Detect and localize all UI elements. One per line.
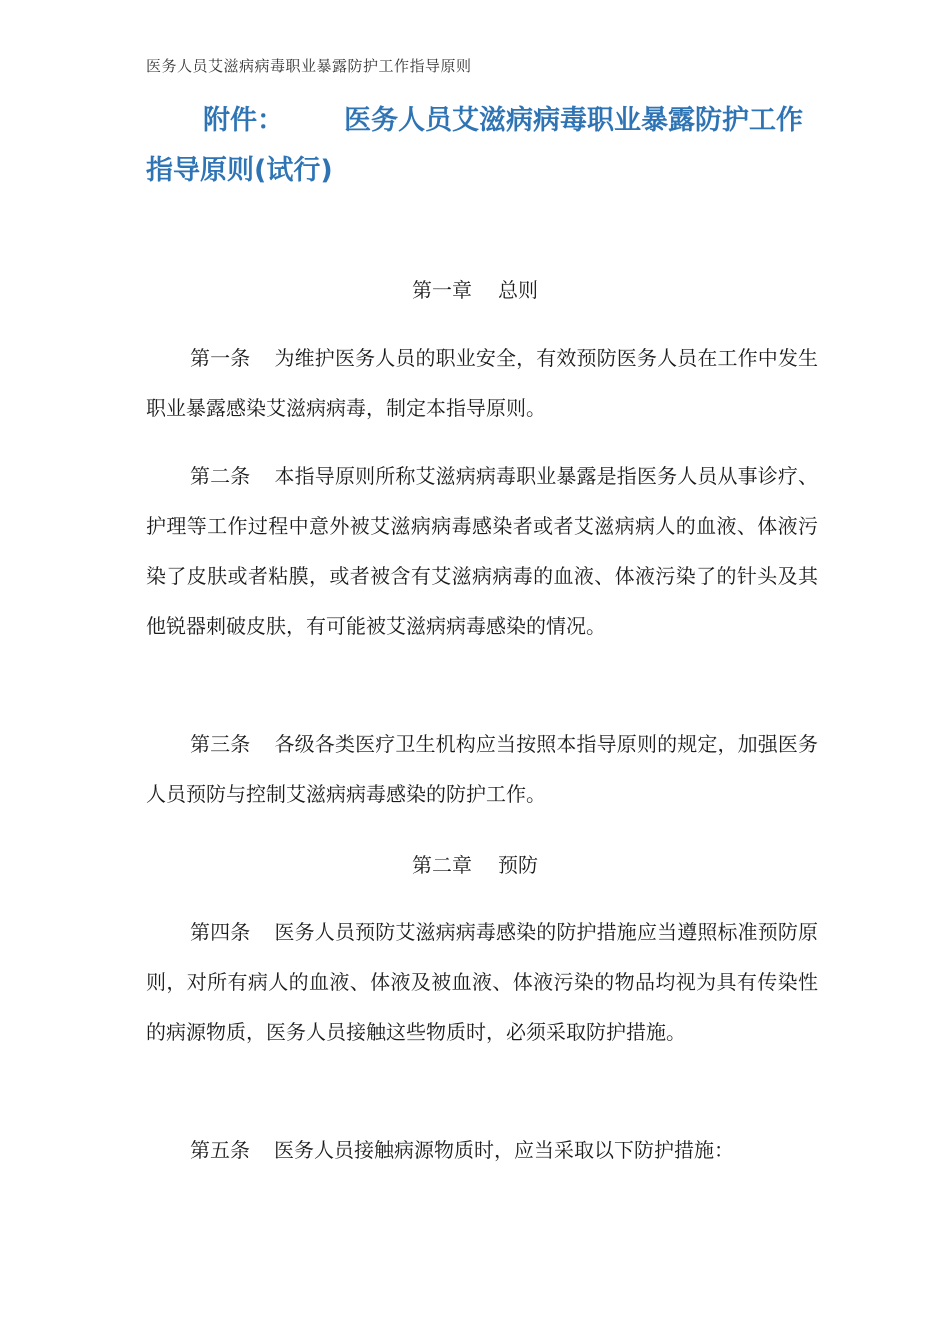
article-number: 第一条: [190, 346, 251, 370]
chapter-name: 总则: [498, 278, 538, 302]
article-text: 为维护医务人员的职业安全，有效预防医务人员在工作中发生职业暴露感染艾滋病病毒，制定本指导原则。: [146, 346, 819, 420]
running-header: 医务人员艾滋病病毒职业暴露防护工作指导原则: [146, 57, 472, 75]
chapter-heading: [0, 274, 950, 303]
article-paragraph: [146, 1125, 818, 1175]
article-number: 第二条: [190, 464, 251, 488]
article-paragraph: [146, 719, 818, 819]
article-number: 第四条: [190, 920, 251, 944]
article-paragraph: [146, 907, 818, 1057]
title-text: 医务人员艾滋病病毒职业暴露防护工作指导原则(试行): [146, 105, 803, 186]
article-paragraph: [146, 451, 818, 651]
article-text: 医务人员接触病源物质时，应当采取以下防护措施：: [274, 1138, 734, 1162]
document-title: [146, 96, 806, 196]
title-prefix: 附件：: [203, 105, 284, 136]
article-number: 第三条: [190, 732, 251, 756]
article-text: 医务人员预防艾滋病病毒感染的防护措施应当遵照标准预防原则，对所有病人的血液、体液及被血液、体液污染的物品均视为具有传染性的病源物质，医务人员接触这些物质时，必须采取防护措施。: [146, 920, 819, 1044]
chapter-name: 预防: [498, 853, 538, 877]
chapter-heading: [0, 849, 950, 878]
article-text: 各级各类医疗卫生机构应当按照本指导原则的规定，加强医务人员预防与控制艾滋病病毒感染的防护工作。: [146, 732, 819, 806]
chapter-number: 第二章: [412, 853, 472, 877]
article-paragraph: [146, 333, 818, 433]
chapter-number: 第一章: [412, 278, 472, 302]
article-text: 本指导原则所称艾滋病病毒职业暴露是指医务人员从事诊疗、护理等工作过程中意外被艾滋病病毒感染者或者艾滋病病人的血液、体液污染了皮肤或者粘膜，或者被含有艾滋病病毒的血液、体液污染了的针头及其他锐器刺破皮肤，有可能被艾滋病病毒感染的情况。: [146, 464, 819, 638]
article-number: 第五条: [190, 1138, 250, 1162]
